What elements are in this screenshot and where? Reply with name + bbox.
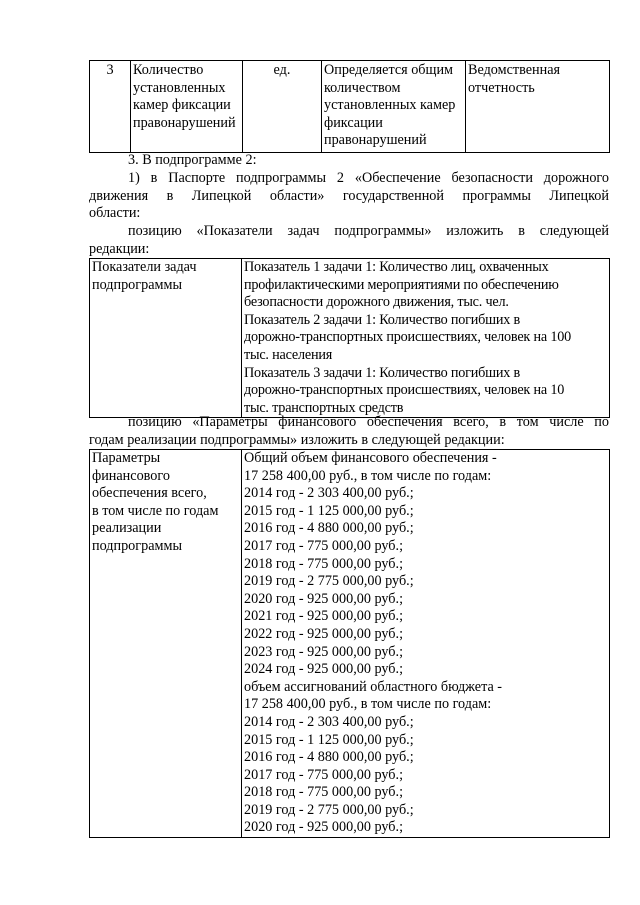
text-line: 2022 год - 925 000,00 руб.; [244,625,404,642]
text-line: 2018 год - 775 000,00 руб.; [244,555,404,572]
text-line: камер фиксации [133,97,231,114]
text-line: подпрограммы [92,537,182,554]
text-line: 2019 год - 2 775 000,00 руб.; [244,573,414,590]
text-line: правонарушений [324,132,427,149]
text-line: Показатель 2 задачи 1: Количество погибших в [244,311,521,328]
text-line: редакции: [89,240,150,257]
text-line: дорожно-транспортных происшествиях, человек на 10 [244,382,565,399]
text-line: 2014 год - 2 303 400,00 руб.; [244,485,414,502]
text-line: годам реализации подпрограммы» изложить в следующей редакции: [89,431,505,448]
text-line: 2020 год - 925 000,00 руб.; [244,590,404,607]
text-line: 2015 год - 1 125 000,00 руб.; [244,731,414,748]
text-line: области: [89,205,141,222]
text-line: Показатель 1 задачи 1: Количество лиц, охваченных [244,259,549,275]
data-source [466,61,610,153]
text-line: позицию «Параметры финансового обеспечения всего, в том числе по [128,414,609,430]
table-row [90,450,610,838]
text-line: дорожно-транспортных происшествиях, человек на 100 [244,329,571,346]
indicators-table [89,60,610,153]
text-line: финансового [92,467,170,484]
text-line: установленных камер [324,97,456,114]
text-line: Показатель 3 задачи 1: Количество погибших в [244,364,521,381]
indicator-name [131,61,243,153]
text-line: 17 258 400,00 руб., в том числе по годам: [244,696,492,713]
task-indicators-table [89,258,610,418]
unit-of-measure: ед. [243,61,322,153]
text-line: 2015 год - 1 125 000,00 руб.; [244,502,414,519]
text-line: фиксации [324,114,383,131]
row-label [90,450,242,838]
text-line: объем ассигнований областного бюджета - [244,678,503,695]
text-line: Определяется общим [324,62,454,78]
text-line: 2020 год - 925 000,00 руб.; [244,819,404,836]
row-value [242,450,610,838]
section-heading: 3. В подпрограмме 2: [128,152,257,168]
calculation-method [322,61,466,153]
text-line: тыс. транспортных средств [244,399,404,416]
financing-position-paragraph [89,414,609,449]
text-line: Общий объем финансового обеспечения - [244,450,497,466]
text-line: 2014 год - 2 303 400,00 руб.; [244,713,414,730]
text-line: реализации [92,520,162,537]
financing-table [89,449,610,838]
text-line: 2016 год - 4 880 000,00 руб.; [244,520,414,537]
text-line: позицию «Показатели задач подпрограммы» изложить в следующей [128,223,609,239]
text-line: 2016 год - 4 880 000,00 руб.; [244,749,414,766]
text-line: количеством [324,79,401,96]
text-line: отчетность [468,79,535,96]
text-line: 17 258 400,00 руб., в том числе по годам: [244,467,492,484]
row-number: 3 [90,61,131,153]
text-line: 2018 год - 775 000,00 руб.; [244,784,404,801]
text-line: безопасности дорожного движения, тыс. чел. [244,294,509,311]
text-line: установленных [133,79,226,96]
text-line: правонарушений [133,114,236,131]
text-line: обеспечения всего, [92,485,207,502]
table-row [90,259,610,418]
table-row [90,61,610,153]
text-line: 2017 год - 775 000,00 руб.; [244,766,404,783]
text-line: 2021 год - 925 000,00 руб.; [244,608,404,625]
indicators-position-paragraph [89,223,609,258]
text-line: 2019 год - 2 775 000,00 руб.; [244,801,414,818]
text-line: Количество [133,62,204,78]
passport-paragraph [89,170,609,223]
text-line: Показатели задач [92,259,197,275]
text-line: тыс. населения [244,346,333,363]
text-line: Ведомственная [468,62,561,78]
text-line: 1) в Паспорте подпрограммы 2 «Обеспечение безопасности дорожного [128,170,609,186]
text-line: 2017 год - 775 000,00 руб.; [244,537,404,554]
row-label [90,259,242,418]
text-line: профилактическими мероприятиями по обеспечению [244,276,559,293]
text-line: Параметры [92,450,161,466]
text-line: в том числе по годам [92,502,219,519]
text-line: подпрограммы [92,276,182,293]
text-line: 2023 год - 925 000,00 руб.; [244,643,404,660]
text-line: движения в Липецкой области» государственной программы Липецкой [89,187,609,204]
text-line: 2024 год - 925 000,00 руб.; [244,661,404,678]
row-value [242,259,610,418]
